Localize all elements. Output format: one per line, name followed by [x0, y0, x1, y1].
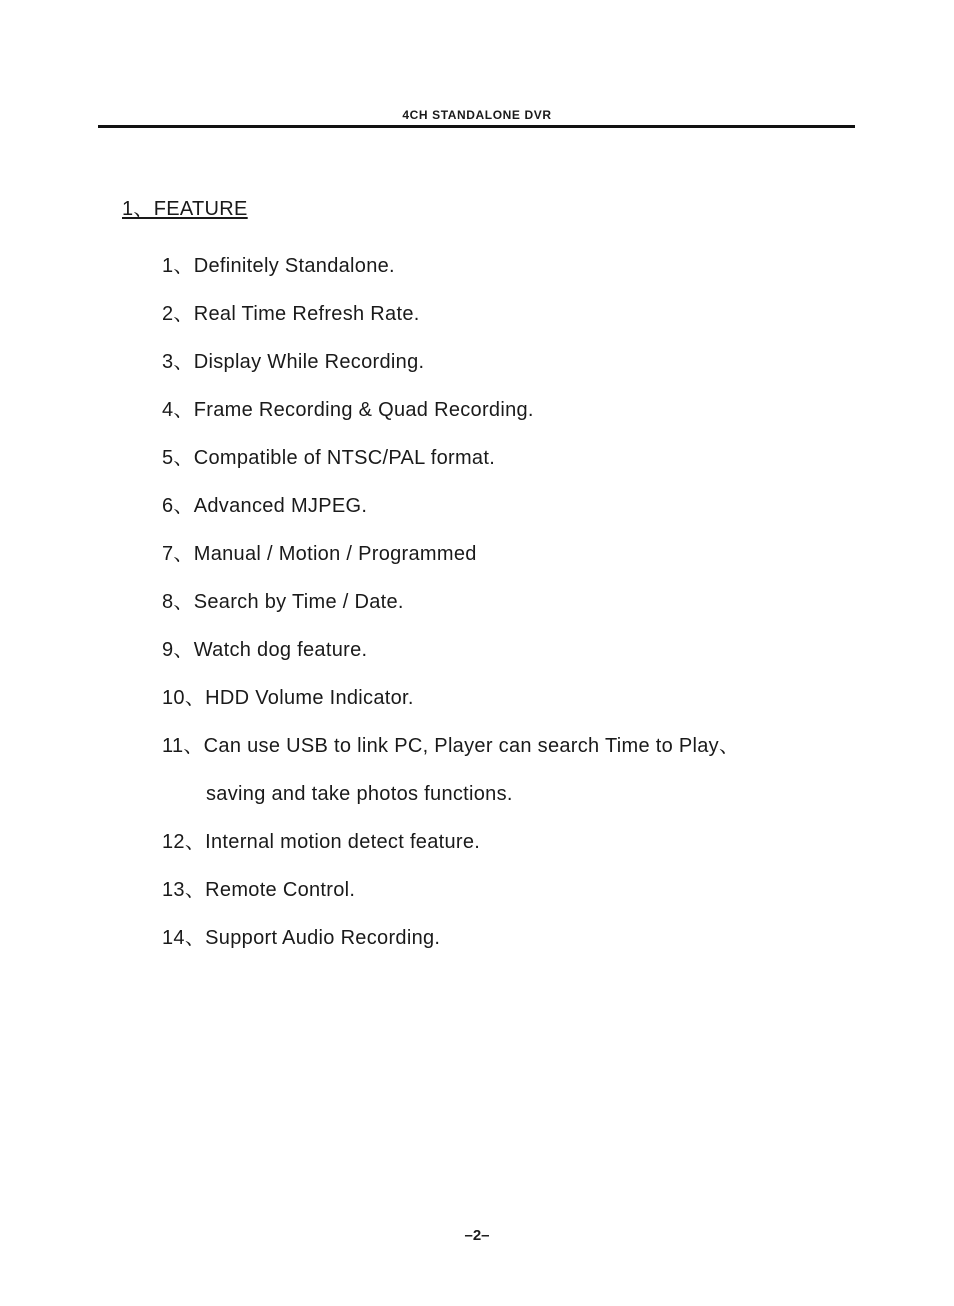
feature-text: Internal motion detect feature. [205, 831, 481, 853]
feature-number: 7、 [162, 543, 194, 565]
feature-item [162, 686, 739, 734]
feature-item [162, 494, 739, 542]
feature-number: 3、 [162, 351, 194, 373]
feature-number: 10、 [162, 687, 206, 709]
feature-item [162, 398, 739, 446]
feature-item-continuation [162, 782, 739, 830]
feature-number: 1、 [162, 255, 194, 277]
feature-text: Remote Control. [205, 879, 356, 901]
feature-item [162, 590, 739, 638]
feature-text: Real Time Refresh Rate. [193, 303, 420, 325]
feature-item [162, 446, 739, 494]
feature-number: 12、 [162, 831, 206, 853]
feature-number: 11、 [162, 735, 204, 757]
page-number: –2– [464, 1227, 490, 1244]
feature-text: Compatible of NTSC/PAL format. [193, 447, 496, 469]
feature-item [162, 830, 739, 878]
feature-number: 14、 [162, 927, 206, 949]
section-title: 1、FEATURE [122, 198, 248, 220]
feature-number: 2、 [162, 303, 194, 325]
feature-item [162, 254, 739, 302]
feature-item [162, 542, 739, 590]
feature-item [162, 734, 739, 782]
feature-number: 6、 [162, 495, 194, 517]
feature-text: Definitely Standalone. [193, 255, 395, 277]
feature-text: Search by Time / Date. [193, 591, 404, 613]
feature-text: Watch dog feature. [193, 639, 368, 661]
feature-item [162, 350, 739, 398]
feature-number: 9、 [162, 639, 194, 661]
feature-text: Can use USB to link PC, Player can search Time to Play、 [203, 735, 740, 757]
header-divider [98, 125, 855, 128]
feature-item [162, 638, 739, 686]
page-header-title: 4CH STANDALONE DVR [402, 108, 552, 122]
feature-text: HDD Volume Indicator. [205, 687, 414, 709]
feature-text: Frame Recording & Quad Recording. [193, 399, 534, 421]
feature-text: Manual / Motion / Programmed [193, 543, 477, 565]
feature-number: 4、 [162, 399, 194, 421]
feature-item [162, 926, 739, 974]
feature-number: 13、 [162, 879, 206, 901]
feature-item [162, 878, 739, 926]
feature-list [162, 254, 739, 974]
feature-number: 8、 [162, 591, 194, 613]
feature-text: Advanced MJPEG. [193, 495, 368, 517]
feature-item [162, 302, 739, 350]
feature-number: 5、 [162, 447, 194, 469]
feature-text: Support Audio Recording. [205, 927, 441, 949]
feature-text: saving and take photos functions. [206, 783, 513, 805]
feature-text: Display While Recording. [193, 351, 425, 373]
